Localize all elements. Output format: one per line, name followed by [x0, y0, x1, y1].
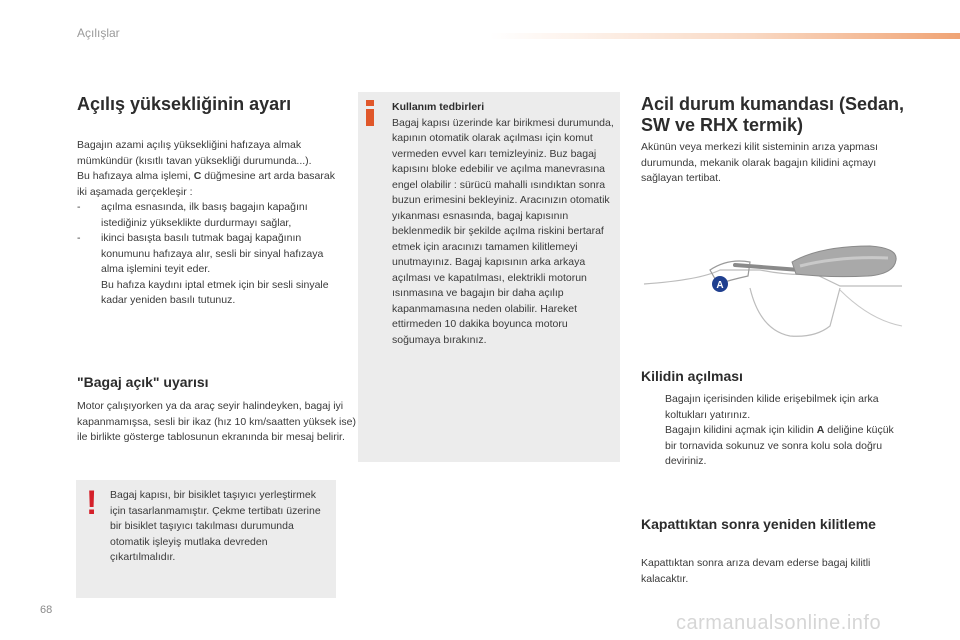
- list-item: - ikinci basışta basılı tutmak bagaj kapağının konumunu hafızaya alır, sesli bir sinyal hafızaya alma işlemini teyit eder.: [77, 232, 324, 275]
- opening-height-procedure: Bu hafızaya alma işlemi, C düğmesine art arda basarak iki aşamada gerçekleşir :: [77, 170, 335, 198]
- info-title: Kullanım tedbirleri: [392, 101, 485, 113]
- page-number: 68: [40, 604, 53, 616]
- list-item: Bagajın kilidini açmak için kilidin A deliğine küçük bir tornavida sokunuz ve sonra kolu sola doğru deviriniz.: [665, 424, 894, 467]
- list-item-continuation: Bu hafıza kaydını iptal etmek için bir sesli sinyale kadar yeniden basılı tutunuz.: [101, 278, 329, 306]
- relocking-text: Kapattıktan sonra arıza devam ederse bagaj kilitli kalacaktır.: [641, 557, 871, 585]
- info-text: [392, 100, 614, 348]
- header-gradient-bar: [490, 33, 960, 39]
- relocking-title: Kapattıktan sonra yeniden kilitleme: [641, 516, 876, 532]
- trunk-open-warning-title: "Bagaj açık" uyarısı: [77, 374, 209, 390]
- button-c-label: C: [193, 170, 202, 182]
- label-a-text: A: [716, 280, 724, 291]
- unlocking-list: [641, 392, 903, 470]
- info-box: [358, 92, 620, 462]
- watermark: carmanualsonline.info: [676, 612, 882, 634]
- list-item: Bagajın içerisinden kilide erişebilmek için arka koltukları yatırınız.: [665, 393, 879, 421]
- opening-height-title: Açılış yüksekliğinin ayarı: [77, 94, 292, 114]
- exclamation-icon: !: [86, 484, 98, 522]
- info-body: Bagaj kapısı üzerinde kar birikmesi durumunda, kapının otomatik olarak açılması için komut vermeden evvel karı temizleyiniz. Buz bagaj kapısını bloke edebilir ve açılma manevrasına engel olabilir : sürücü mahalli ısındıktan sonra buzun erimesini bekleyiniz. Aracınızın otomatik yıkanması esnasında, bagaj kapısının beklenmedik bir şekilde açılma riskini bertaraf etmek için aracınızı tamamen kilitlemeyi unutmayınız. Bagaj kapısının arka arkaya açılması ve kapatılması, elektrikli motorun ısınmasına ve bagajın bir daha açılıp kapanmamasına neden olabilir. Hareket ettirmeden 10 dakika boyunca motoru soğumaya bırakınız.: [392, 116, 614, 346]
- alert-text: Bagaj kapısı, bir bisiklet taşıyıcı yerleştirmek için tasarlanmamıştır. Çekme tertibatı üzerine bir bisiklet taşıyıcı takılması durumunda otomatik işleyiş mutlaka devreden çıkartılmalıdır.: [110, 489, 321, 563]
- alert-box: [76, 480, 336, 598]
- opening-height-text: [77, 138, 339, 309]
- trunk-open-warning-text: Motor çalışıyorken ya da araç seyir halindeyken, bagaj iyi kapanmamışsa, sesli bir ikaz (hız 10 km/saatten yüksek ise) ile birlikte gösterge tablosunun ekranında bir mesaj belirir.: [77, 400, 356, 443]
- section-title: Açılışlar: [77, 26, 120, 40]
- opening-height-intro: Bagajın azami açılış yüksekliğini hafızaya almak mümkündür (kısıtlı tavan yüksekliği durumunda...).: [77, 139, 312, 167]
- list-item: - açılma esnasında, ilk basış bagajın kapağını istediğiniz yükseklikte durdurmayı sağlar,: [77, 201, 308, 229]
- emergency-control-text: Akünün veya merkezi kilit sisteminin arıza yapması durumunda, mekanik olarak bagajın kilidini açmayı sağlayan tertibat.: [641, 141, 878, 184]
- info-icon: [366, 100, 374, 124]
- unlocking-title: Kilidin açılması: [641, 368, 743, 384]
- emergency-lock-illustration: [640, 240, 904, 344]
- emergency-control-title: Acil durum kumandası (Sedan, SW ve RHX termik): [641, 94, 905, 135]
